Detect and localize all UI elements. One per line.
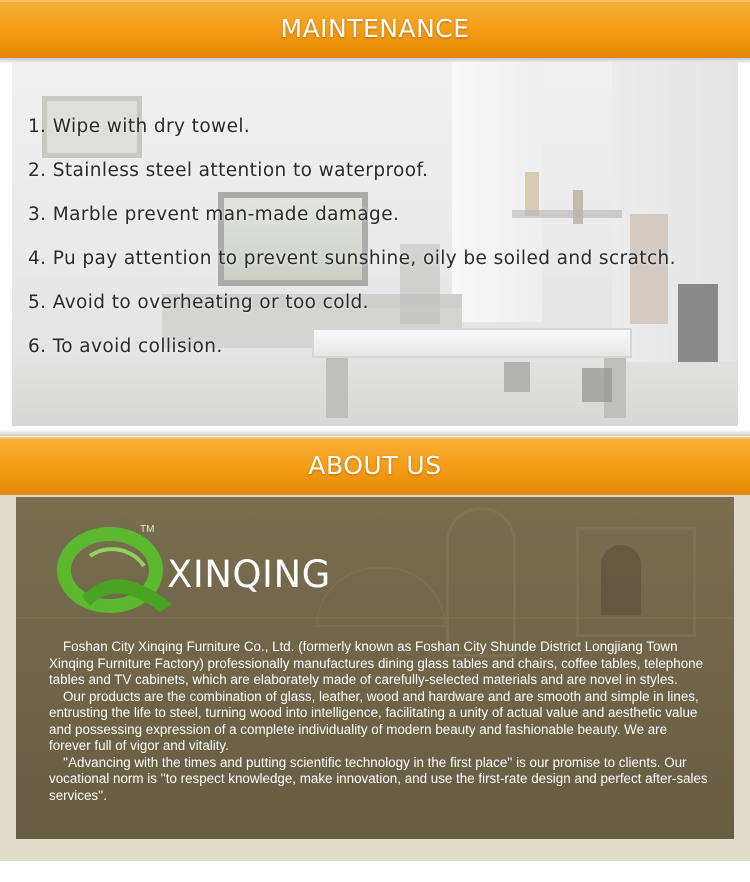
about-title: ABOUT US	[308, 451, 442, 480]
brand-name: XINQING	[167, 553, 331, 596]
maintenance-item: 6. To avoid collision.	[28, 336, 223, 357]
about-paragraph: Foshan City Xinqing Furniture Co., Ltd. (formerly known as Foshan City Shunde District Longjiang Town Xinqing Furniture Factory) professionally manufactures dining glass tables and chairs, coffee tables, telephone tables and TV cabinets, which are elaborately made of carefully-selected materials and are novel in styles.	[49, 639, 704, 687]
about-paragraph: Our products are the combination of glass, leather, wood and hardware and are smooth and simple in lines, entrusting the life to steel, turning wood into intelligence, facilitating a unity of actual value and aesthetic value and possessing expression of a complete individuality of modern beauty and fashionable beauty. We are forever full of vigor and vitality.	[49, 688, 699, 753]
xinqing-q-logo-icon	[52, 526, 176, 616]
maintenance-item: 5. Avoid to overheating or too cold.	[28, 292, 369, 313]
about-banner	[0, 437, 750, 495]
maintenance-list	[28, 116, 676, 380]
maintenance-item: 2. Stainless steel attention to waterproof.	[28, 160, 429, 181]
maintenance-banner	[0, 0, 750, 58]
maintenance-title: MAINTENANCE	[280, 14, 470, 43]
banner-shadow	[0, 430, 750, 436]
maintenance-item: 3. Marble prevent man-made damage.	[28, 204, 400, 225]
about-description	[49, 639, 709, 804]
trademark-mark: TM	[140, 524, 155, 535]
about-paragraph: ''Advancing with the times and putting scientific technology in the first place'' is our promise to clients. Our vocational norm is ''to respect knowledge, make innovation, and use the first-rate design and perfect after-sales services''.	[49, 754, 708, 803]
maintenance-item: 4. Pu pay attention to prevent sunshine, oily be soiled and scratch.	[28, 248, 676, 269]
maintenance-item: 1. Wipe with dry towel.	[28, 116, 251, 137]
